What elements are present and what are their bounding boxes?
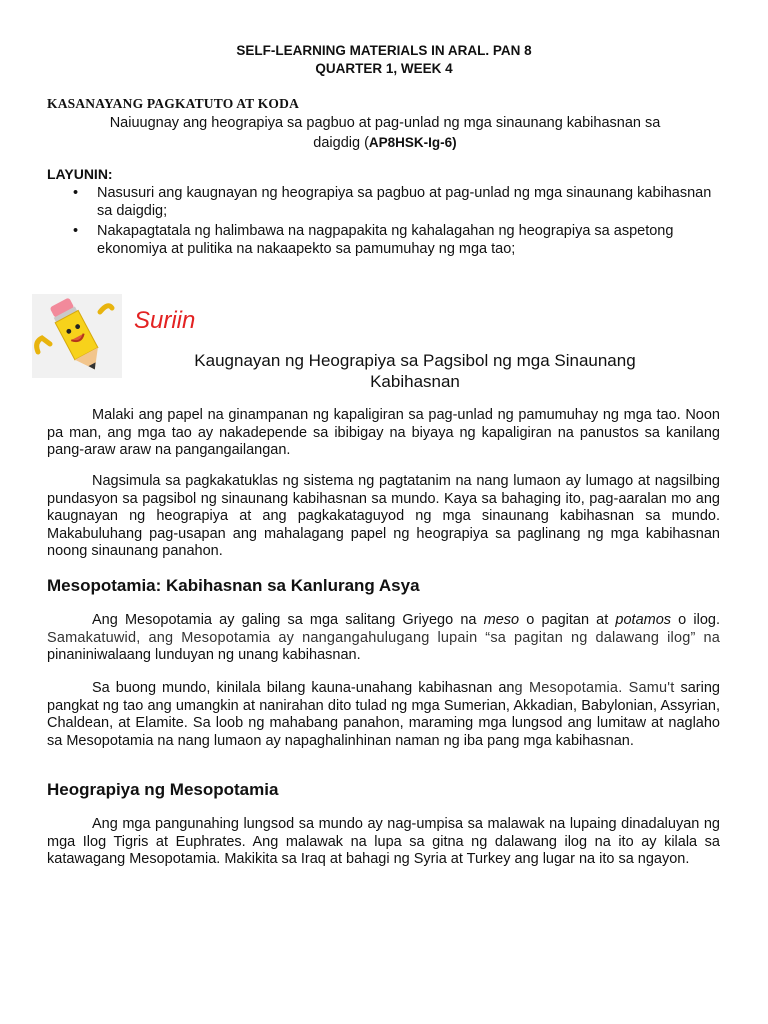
objective-text: Nasusuri ang kaugnayan ng heograpiya sa pagbuo at pag-unlad ng mga sinaunang kabihasnan sa daigdig; <box>97 185 712 219</box>
header-title: SELF-LEARNING MATERIALS IN ARAL. PAN 8 <box>236 43 532 58</box>
suriin-label: Suriin <box>134 307 196 334</box>
term-meso: meso <box>483 612 520 628</box>
paragraph-text: Ang mga pangunahing lungsod sa mundo ay nag-umpisa sa malawak na lupaing dinadaluyan ng mga Ilog Tigris at Euphrates. Ang malawak na lupa sa gitna ng dalawang ilog na ito ay kilala sa katawagang Mesopotamia. Makikita sa Iraq at bahagi ng Syria at Turkey ang lugar na ito sa ngayon. <box>47 816 720 867</box>
paragraph-text: Nagsimula sa pagkakatuklas ng sistema ng pagtatanim na nang lumaon ay lumago at nagsilbing pundasyon sa pagsibol ng sinaunang kabihasnan sa mundo. Kaya sa bahaging ito, pag-aaralan mo ang kaugnayan ng heograpiya at ang pagkakataguyod ng mga sinaunang kabihasnan sa mundo. Makabuluhang pag-usapan ang mahalagang papel ng heograpiya sa paglinang ng mga kabihasnan noong sinaunang panahon. <box>47 473 720 559</box>
document-header <box>0 42 768 78</box>
competency-desc-line2: daigdig ( <box>313 135 369 151</box>
competency-desc-line1: Naiuugnay ang heograpiya sa pagbuo at pag-unlad ng mga sinaunang kabihasnan sa <box>109 115 661 131</box>
paragraph-text: saring pangkat ng tao ang umangkin at nanirahan dito tulad ng mga Sumerian, Akkadian, Babylonian, Assyrian, Chaldean, at Elamite. Sa loob ng mahabang panahon, maraming mga lungsod ang lumitaw at naglaho sa Mesopotamia na nang lumaon ay napaghalinhinan naman ng iba pang mga kabihasnan. <box>47 680 720 749</box>
paragraph-text: g Mesopotamia. Samu't <box>514 680 675 696</box>
pencil-mascot-svg <box>32 294 122 378</box>
paragraph-text: o pagitan at <box>519 612 616 628</box>
paragraph-mesopotamia-2 <box>47 680 720 750</box>
objective-item <box>47 184 727 220</box>
section-title: Kaugnayan ng Heograpiya sa Pagsibol ng mga Sinaunang Kabihasnan <box>194 351 636 391</box>
paragraph-text: Sa buong mundo, kinilala bilang kauna-unahang kabihasnan an <box>92 680 515 696</box>
paragraph-text: Ang Mesopotamia ay galing sa mga salitang Griyego na <box>92 612 484 628</box>
bullet-icon: • <box>73 223 79 239</box>
paragraph-text: pinaniniwalaang lunduyan ng unang kabihasnan. <box>47 647 361 663</box>
objectives-title: LAYUNIN: <box>47 166 113 182</box>
paragraph-intro-2 <box>47 473 720 561</box>
paragraph-mesopotamia-1 <box>47 612 720 665</box>
objective-text: Nakapagtatala ng halimbawa na nagpapakita ng kahalagahan ng heograpiya sa aspetong ekonomiya at pulitika na nakaapekto sa pamumuhay ng mga tao; <box>97 223 674 257</box>
arm-left-shape <box>37 338 50 352</box>
header-subtitle: QUARTER 1, WEEK 4 <box>315 61 453 76</box>
competency-description <box>60 114 710 153</box>
heading-mesopotamia: Mesopotamia: Kabihasnan sa Kanlurang Asya <box>47 576 420 595</box>
paragraph-intro-1 <box>47 407 720 460</box>
paragraph-geography-1 <box>47 816 720 869</box>
objectives-list <box>47 184 727 260</box>
arm-right-shape <box>100 306 112 312</box>
paragraph-text: Samakatuwid, ang Mesopotamia ay nangangahulugang lupain “sa pagitan ng dalawang ilog” na <box>47 629 720 646</box>
paragraph-text: o ilog. <box>671 612 720 628</box>
objective-item <box>47 222 727 258</box>
competency-title: KASANAYANG PAGKATUTO AT KODA <box>47 96 300 111</box>
competency-code: AP8HSK-Ig-6) <box>368 135 457 150</box>
heading-geography: Heograpiya ng Mesopotamia <box>47 780 279 799</box>
bullet-icon: • <box>73 185 79 201</box>
term-potamos: potamos <box>615 612 672 628</box>
paragraph-text: Malaki ang papel na ginampanan ng kapaligiran sa pag-unlad ng pamumuhay ng mga tao. Noon pa man, ang mga tao ay nakadepende sa ibibigay na biyaya ng kapaligiran na panustos sa kanilang pang-araw araw na pangangailangan. <box>47 407 720 458</box>
pencil-mascot-icon <box>32 294 122 378</box>
